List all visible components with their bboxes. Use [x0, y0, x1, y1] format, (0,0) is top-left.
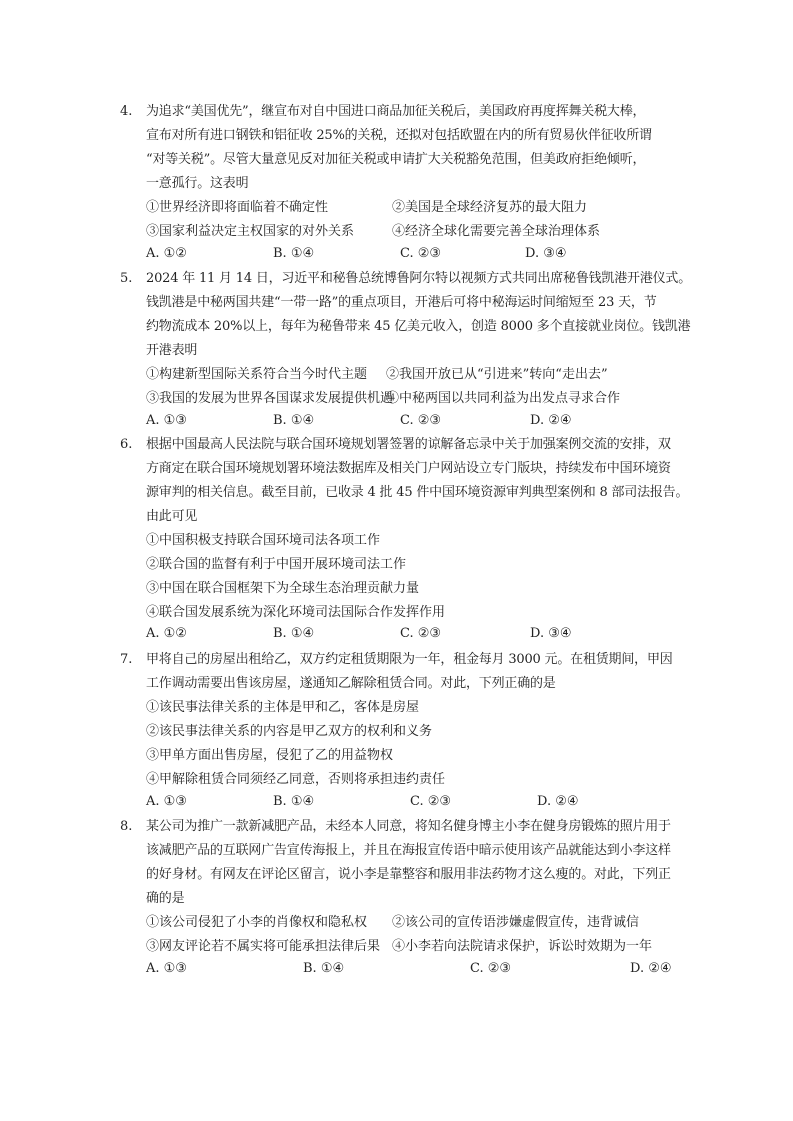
statement-4: ④经济全球化需要完善全球治理体系	[392, 224, 601, 239]
question-stem-line: 确的是	[146, 891, 185, 906]
question-stem-line: 为追求“美国优先”，继宣布对自中国进口商品加征关税后，美国政府再度挥舞关税大棒，	[146, 104, 646, 119]
answer-b: B. ①④	[273, 246, 315, 261]
answer-a: A. ①③	[146, 413, 187, 428]
question-stem-line: 宣布对所有进口钢铁和铝征收 25%的关税，还拟对包括欧盟在内的所有贸易伙伴征收所谓	[146, 128, 652, 143]
question-stem-line: 甲将自己的房屋出租给乙，双方约定租赁期限为一年，租金每月 3000 元。在租赁期间，甲因	[146, 652, 673, 667]
question-stem-line: 根据中国最高人民法院与联合国环境规划署签署的谅解备忘录中关于加强案例交流的安排，双	[146, 437, 671, 452]
answer-c: C. ②③	[410, 794, 452, 809]
question-number: 5.	[120, 271, 133, 286]
statement-4: ④中秘两国以共同利益为出发点寻求合作	[386, 391, 621, 406]
question-number: 6.	[120, 437, 133, 452]
statement-4: ④小李若向法院请求保护，诉讼时效期为一年	[392, 939, 653, 954]
statement-1: ①该公司侵犯了小李的肖像权和隐私权	[146, 915, 368, 930]
question-stem-line: 由此可见	[146, 509, 198, 524]
question-stem-line: 一意孤行。这表明	[146, 176, 249, 191]
question-stem-line: 方商定在联合国环境规划署环境法数据库及相关门户网站设立专门版块，持续发布中国环境资	[146, 461, 671, 476]
question-stem-line: 钱凯港是中秘两国共建“一带一路”的重点项目，开港后可将中秘海运时间缩短至 23 天，节	[146, 295, 657, 310]
statement-3: ③中国在联合国框架下为全球生态治理贡献力量	[146, 581, 420, 596]
question-stem-line: 约物流成本 20%以上，每年为秘鲁带来 45 亿美元收入，创造 8000 多个直接就业岗位。钱凯港	[146, 319, 691, 334]
statement-3: ③国家利益决定主权国家的对外关系	[146, 224, 355, 239]
statement-2: ②该民事法律关系的内容是甲乙双方的权利和义务	[146, 724, 433, 739]
answer-c: C. ②③	[400, 413, 442, 428]
answer-c: C. ②③	[400, 626, 442, 641]
answer-d: D. ②④	[530, 413, 572, 428]
question-stem-line: 的好身材。有网友在评论区留言，说小李是靠整容和服用非法药物才这么瘦的。对此，下列正	[146, 867, 671, 882]
answer-a: A. ①③	[146, 794, 187, 809]
question-stem-line: 某公司为推广一款新减肥产品，未经本人同意，将知名健身博主小李在健身房锻炼的照片用于	[146, 819, 671, 834]
statement-1: ①该民事法律关系的主体是甲和乙，客体是房屋	[146, 700, 420, 715]
statement-2: ②联合国的监督有利于中国开展环境司法工作	[146, 557, 407, 572]
statement-2: ②我国开放已从“引进来”转向“走出去”	[386, 367, 608, 382]
question-number: 8.	[120, 819, 133, 834]
answer-d: D. ②④	[537, 794, 579, 809]
answer-c: C. ②③	[400, 246, 442, 261]
question-stem-line: “对等关税”。尽管大量意见反对加征关税或申请扩大关税豁免范围，但美政府拒绝倾听，	[146, 152, 646, 167]
answer-d: D. ③④	[525, 246, 567, 261]
question-number: 4.	[120, 104, 133, 119]
question-stem-line: 2024 年 11 月 14 日，习近平和秘鲁总统博鲁阿尔特以视频方式共同出席秘鲁钱凯港开港仪式。	[146, 271, 692, 286]
answer-d: D. ③④	[530, 626, 572, 641]
question-stem-line: 开港表明	[146, 343, 198, 358]
answer-b: B. ①④	[273, 413, 315, 428]
answer-a: A. ①③	[146, 961, 187, 976]
question-stem-line: 该减肥产品的互联网广告宣传海报上，并且在海报宣传语中暗示使用该产品就能达到小李这样	[146, 843, 671, 858]
answer-d: D. ②④	[630, 961, 672, 976]
answer-a: A. ①②	[146, 246, 187, 261]
statement-3: ③我国的发展为世界各国谋求发展提供机遇	[146, 391, 394, 406]
statement-1: ①中国积极支持联合国环境司法各项工作	[146, 533, 381, 548]
statement-4: ④联合国发展系统为深化环境司法国际合作发挥作用	[146, 605, 446, 620]
statement-3: ③甲单方面出售房屋，侵犯了乙的用益物权	[146, 748, 394, 763]
statement-3: ③网友评论若不属实将可能承担法律后果	[146, 939, 381, 954]
statement-1: ①构建新型国际关系符合当今时代主题	[146, 367, 368, 382]
answer-a: A. ①②	[146, 626, 187, 641]
question-number: 7.	[120, 652, 133, 667]
answer-c: C. ②③	[470, 961, 512, 976]
statement-2: ②美国是全球经济复苏的最大阻力	[392, 200, 588, 215]
answer-b: B. ①④	[273, 794, 315, 809]
answer-b: B. ①④	[303, 961, 345, 976]
statement-2: ②该公司的宣传语涉嫌虚假宣传，违背诚信	[392, 915, 640, 930]
question-stem-line: 工作调动需要出售该房屋，遂通知乙解除租赁合同。对此，下列正确的是	[146, 676, 556, 691]
statement-4: ④甲解除租赁合同须经乙同意，否则将承担违约责任	[146, 772, 446, 787]
question-stem-line: 源审判的相关信息。截至目前，已收录 4 批 45 件中国环境资源审判典型案例和 8 部司法报告。	[146, 485, 689, 500]
answer-b: B. ①④	[273, 626, 315, 641]
statement-1: ①世界经济即将面临着不确定性	[146, 200, 329, 215]
